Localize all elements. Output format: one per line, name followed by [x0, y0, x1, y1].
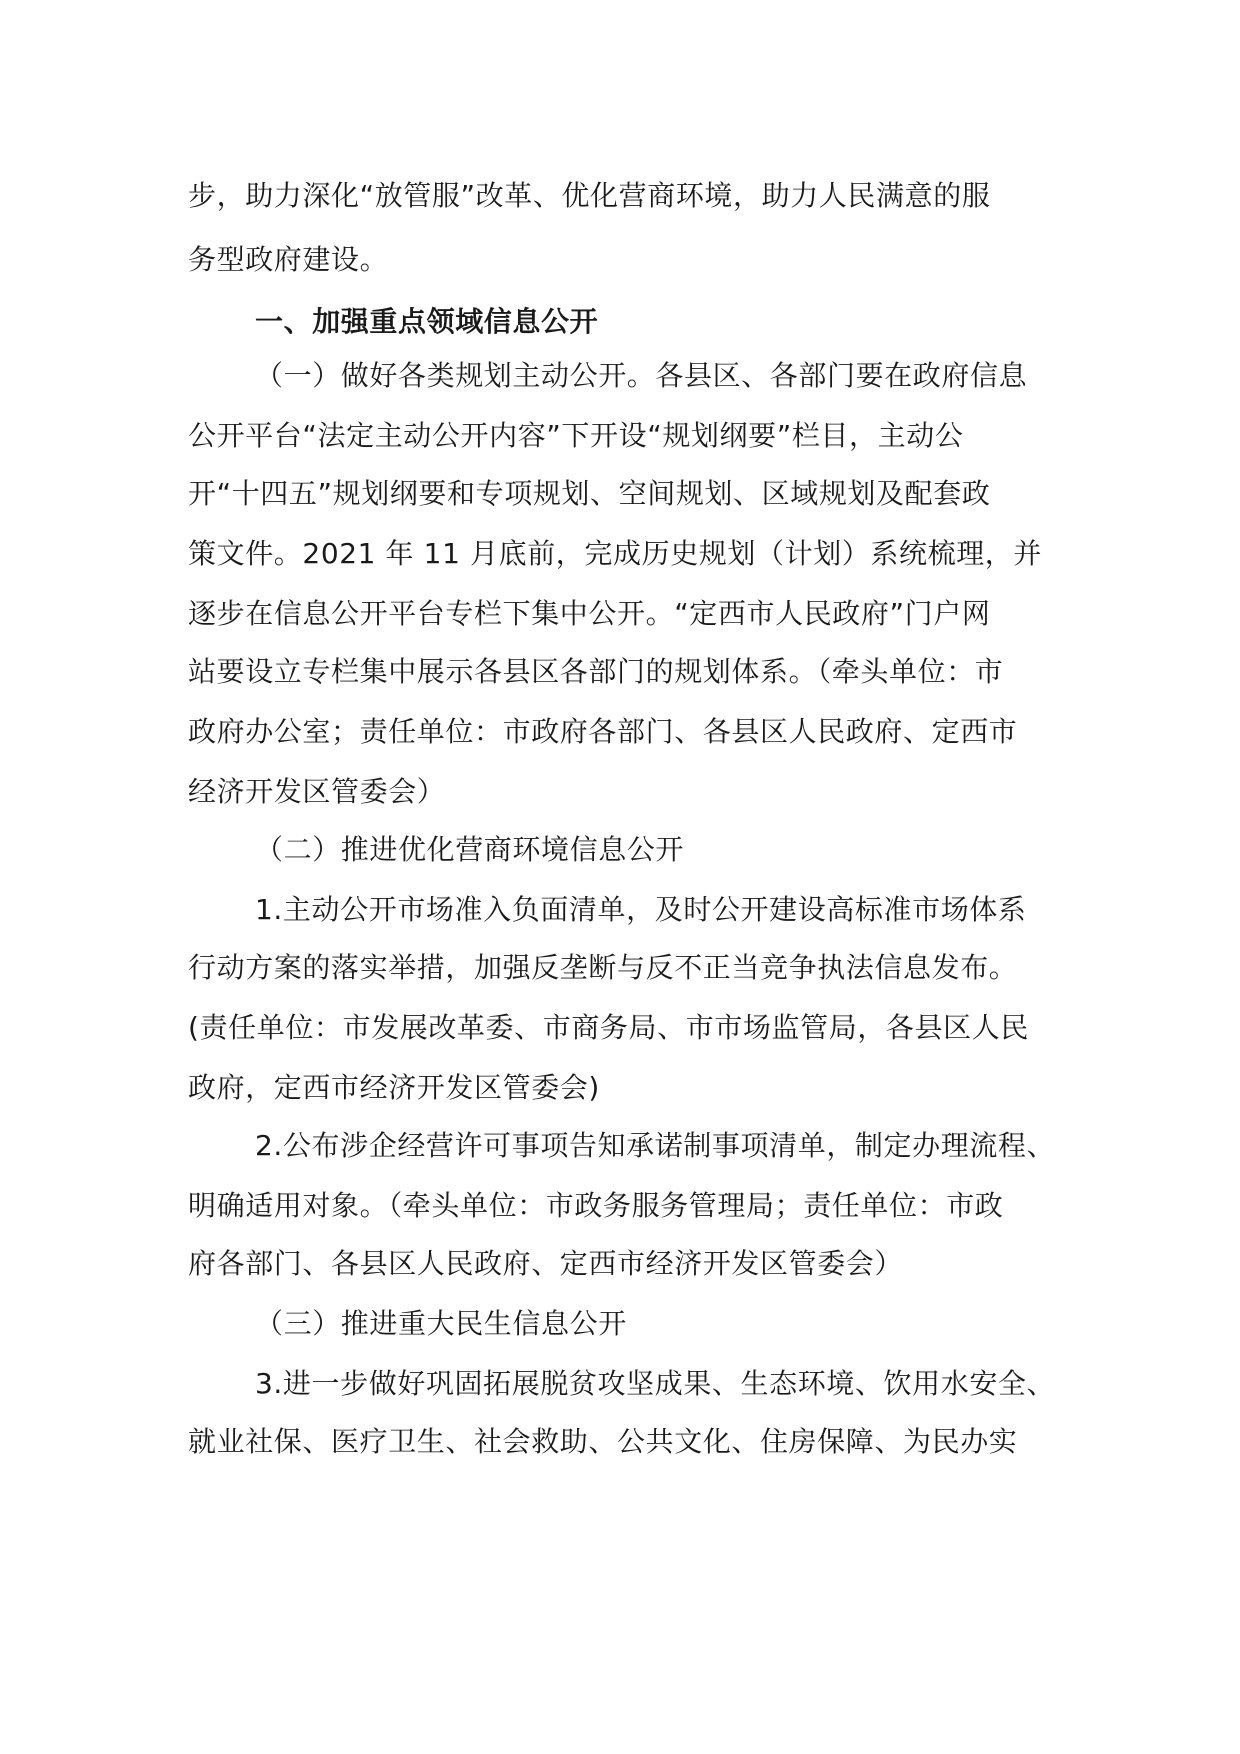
body-text-line: 就业社保、医疗卫生、社会救助、公共文化、住房保障、为民办实: [188, 1425, 1018, 1458]
list-item-text: 2.公布涉企经营许可事项告知承诺制事项清单，制定办理流程、: [255, 1129, 1056, 1162]
body-text-line: (责任单位：市发展改革委、市商务局、市市场监管局，各县区人民: [188, 1011, 1029, 1044]
list-item-text: 1.主动公开市场准入负面清单，及时公开建设高标准市场体系: [255, 893, 1027, 926]
section-heading: 一、加强重点领域信息公开: [255, 305, 599, 338]
body-text-line: 政府，定西市经济开发区管委会): [188, 1071, 600, 1104]
body-text-line: 政府办公室；责任单位：市政府各部门、各县区人民政府、定西市: [188, 715, 1018, 748]
subsection-heading: （三）推进重大民生信息公开: [255, 1307, 627, 1340]
body-text-line: 府各部门、各县区人民政府、定西市经济开发区管委会）: [188, 1247, 904, 1280]
body-text-line: 开“十四五”规划纲要和专项规划、空间规划、区域规划及配套政: [188, 477, 991, 510]
list-item-text: 3.进一步做好巩固拓展脱贫攻坚成果、生态环境、饮用水安全、: [255, 1367, 1056, 1400]
subsection-heading: （二）推进优化营商环境信息公开: [255, 833, 685, 866]
subsection-heading: （一）做好各类规划主动公开。各县区、各部门要在政府信息: [255, 359, 1028, 392]
body-text-line: 公开平台“法定主动公开内容”下开设“规划纲要”栏目，主动公: [188, 419, 964, 452]
body-text-line: 策文件。2021 年 11 月底前，完成历史规划（计划）系统梳理，并: [188, 537, 1042, 570]
body-text-line: 站要设立专栏集中展示各县区各部门的规划体系。（牵头单位：市: [188, 655, 1004, 688]
body-text-line: 经济开发区管委会）: [188, 775, 446, 808]
body-text-line: 逐步在信息公开平台专栏下集中公开。“定西市人民政府”门户网: [188, 597, 991, 630]
body-text-line: 明确适用对象。（牵头单位：市政务服务管理局；责任单位：市政: [188, 1189, 1004, 1222]
body-text-line: 步，助力深化“放管服”改革、优化营商环境，助力人民满意的服: [188, 179, 991, 212]
body-text-line: 行动方案的落实举措，加强反垄断与反不正当竞争执法信息发布。: [188, 951, 1018, 984]
body-text-line: 务型政府建设。: [188, 243, 389, 276]
